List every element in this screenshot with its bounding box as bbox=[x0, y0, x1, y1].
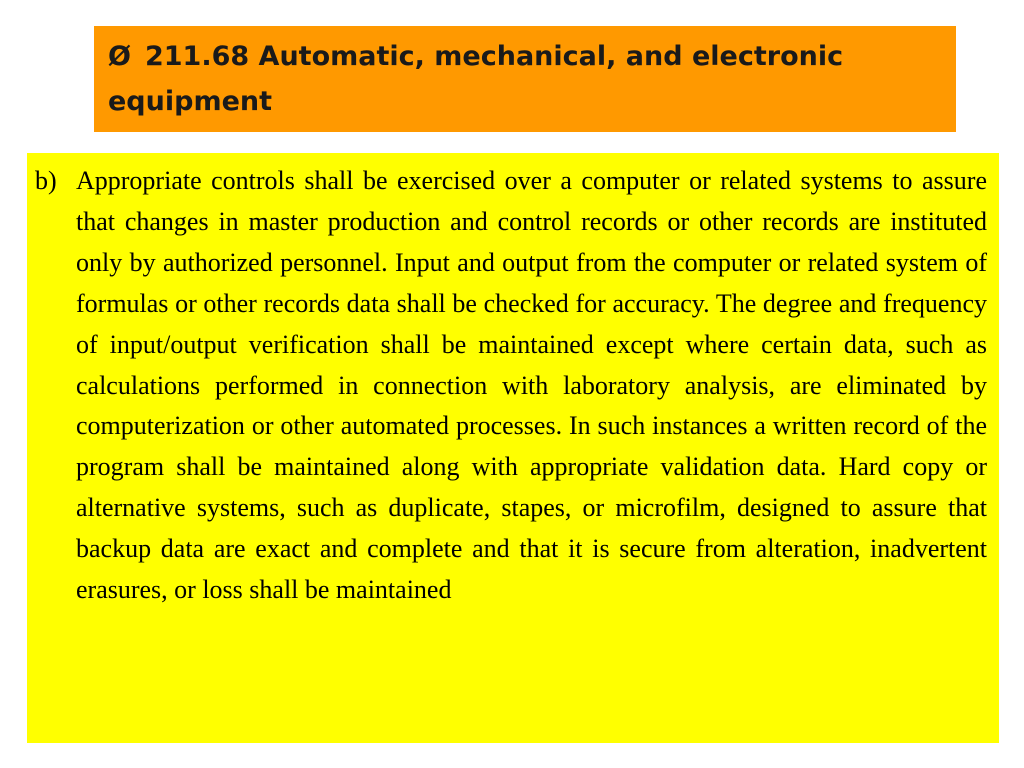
list-item-text: Appropriate controls shall be exercised over a computer or related systems to assure that changes in master production and control records or other records are instituted only by authorized personnel. Input and output from the computer or related system of formulas or other records data shall be checked for accuracy. The degree and frequency of input/output verification shall be maintained except where certain data, such as calculations performed in connection with laboratory analysis, are eliminated by computerization or other automated processes. In such instances a written record of the program shall be maintained along with appropriate validation data. Hard copy or alternative systems, such as duplicate, stapes, or microfilm, designed to assure that backup data are exact and complete and that it is secure from alteration, inadvertent erasures, or loss shall be maintained bbox=[76, 166, 987, 605]
list-item-marker: b) bbox=[35, 166, 57, 195]
slide-title: 211.68 Automatic, mechanical, and electronic equipment bbox=[108, 41, 844, 117]
slide-title-box bbox=[94, 26, 956, 132]
title-bullet-icon: Ø bbox=[108, 41, 131, 72]
slide-body-box bbox=[27, 153, 999, 743]
list-item bbox=[35, 161, 987, 611]
